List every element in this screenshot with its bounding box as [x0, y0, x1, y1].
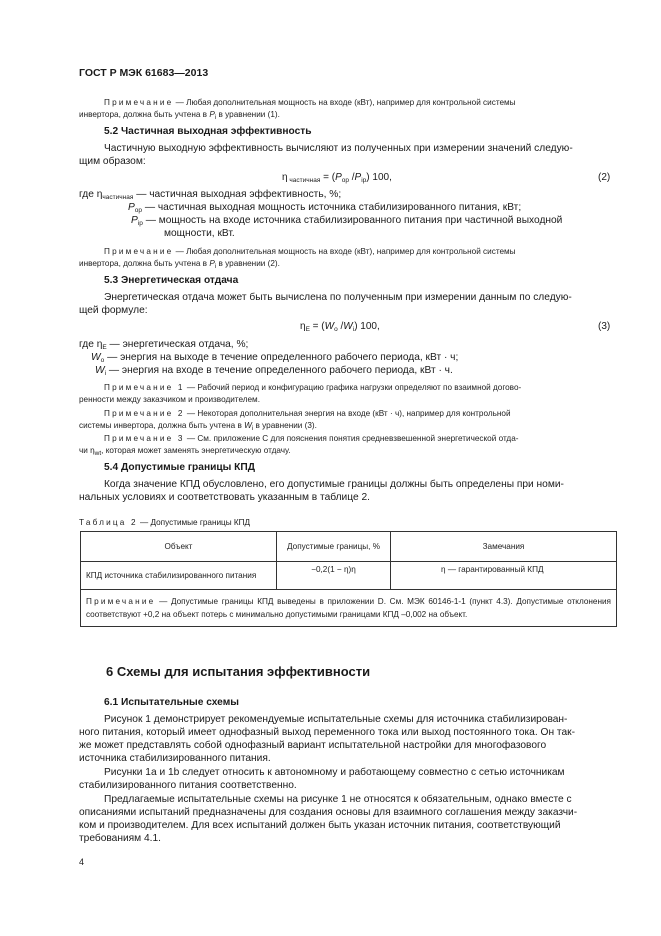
section-6-title: 6 Схемы для испытания эффективности — [106, 664, 371, 679]
section-5-3-title: 5.3 Энергетическая отдача — [104, 275, 239, 286]
s53-note3-line1: Примечание 3 — См. приложение С для пояснения понятия средневзвешенной энергетической отда- — [104, 434, 519, 443]
table-note: Примечание — Допустимые границы КПД выведены в приложении D. См. МЭК 60146-1-1 (пункт 4.3). Допустимые отклонения соответствуют +0,2 на объект потерь с минимально допустимыми границами КПД –0,002 на объект. — [81, 590, 617, 627]
table-cell: КПД источника стабилизированного питания — [81, 562, 277, 590]
table-header-row — [81, 532, 617, 562]
s52-note-line1: Примечание — Любая дополнительная мощность на входе (кВт), например для контрольной системы — [104, 247, 516, 256]
s52-para-line2: щим образом: — [79, 156, 146, 167]
equation-2-number: (2) — [598, 172, 611, 183]
table-cell: −0,2(1 − η)η — [277, 562, 391, 590]
s52-def1: где $\eta_{частичная}$ — частичная выходная эффективность, %; — [79, 189, 342, 201]
section-5-2-title: 5.2 Частичная выходная эффективность — [104, 126, 312, 137]
s52-note-line2: инвертора, должна быть учтена в $P_i$ в уравнении (2). — [79, 259, 280, 270]
s54-para-line2: нальных условиях и соответствовать указанным в таблице 2. — [79, 492, 370, 503]
table-note-row — [81, 590, 617, 627]
s53-def1: где $\eta_E$ — энергетическая отдача, %; — [79, 339, 249, 351]
s61-p3-line3: ком и производителем. Для всех испытаний должен быть указан источник питания, соответствующий — [79, 820, 561, 831]
table-2-caption: Таблица 2 — Допустимые границы КПД — [79, 518, 251, 527]
s61-p3-line2: описаниями испытаний предназначены для создания основы для взаимного соглашения между заказчи- — [79, 807, 578, 818]
s52-para-line1: Частичную выходную эффективность вычисляют из полученных при измерении значений следую- — [104, 143, 573, 154]
s52-def2: $P_{ор}$ — частичная выходная мощность источника стабилизированного питания, кВт; — [128, 202, 522, 214]
s61-p3-line1: Предлагаемые испытательные схемы на рисунке 1 не относятся к обязательным, однако вместе с — [104, 794, 572, 805]
table-header-cell: Допустимые границы, % — [277, 532, 391, 562]
equation-3-number: (3) — [598, 321, 611, 332]
s61-p1-line3: же может представлять собой однофазный вариант испытательной настройки для многофазового — [79, 740, 547, 751]
s53-note1-line1: Примечание 1 — Рабочий период и конфигурацию графика нагрузки определяют по взаимной догово- — [104, 383, 522, 392]
s61-p1-line1: Рисунок 1 демонстрирует рекомендуемые испытательные схемы для источника стабилизирован- — [104, 714, 568, 725]
table-cell: η — гарантированный КПД — [391, 562, 617, 590]
table-row — [81, 562, 617, 590]
s53-def3: $W_i$ — энергия на входе в течение определенного рабочего периода, кВт · ч. — [95, 365, 453, 377]
note-top-line2: инвертора, должна быть учтена в $P_i$ в уравнении (1). — [79, 110, 280, 121]
s53-para-line1: Энергетическая отдача может быть вычислена по полученным при измерении данным по следую- — [104, 292, 572, 303]
section-5-4-title: 5.4 Допустимые границы КПД — [104, 462, 255, 473]
page-header: ГОСТ Р МЭК 61683—2013 — [79, 67, 209, 79]
page-number: 4 — [79, 857, 85, 867]
s53-note2-line2: системы инвертора, должна быть учтена в $W_i$ в уравнении (3). — [79, 421, 317, 432]
s61-p2-line1: Рисунки 1а и 1b следует относить к автономному и работающему совместно с сетью источникам — [104, 767, 565, 778]
s61-p2-line2: стабилизированного питания соответственно. — [79, 780, 297, 791]
table-header-cell: Объект — [81, 532, 277, 562]
s61-p1-line4: источника стабилизированного питания. — [79, 753, 271, 764]
s61-p3-line4: требованиям 4.1. — [79, 833, 162, 844]
s52-def3-cont: мощности, кВт. — [164, 228, 235, 239]
s53-para-line2: щей формуле: — [79, 305, 148, 316]
equation-2: η $_{частичная} = (P_{ор}$ $/P_{iр}$) 100, — [282, 172, 392, 184]
s53-note3-line2: чи $\eta_{wt}$, которая может заменять энергетическую отдачу. — [79, 446, 291, 457]
note-top-line1: Примечание — Любая дополнительная мощность на входе (кВт), например для контрольной системы — [104, 98, 516, 107]
s61-p1-line2: ного питания, который имеет однофазный выход переменного тока или выход постоянного тока. Он так- — [79, 727, 575, 738]
s54-para-line1: Когда значение КПД обусловлено, его допустимые границы должны быть определены при номи- — [104, 479, 564, 490]
table-header-cell: Замечания — [391, 532, 617, 562]
section-6-1-title: 6.1 Испытательные схемы — [104, 697, 239, 708]
s52-def3: $P_{iр}$ — мощность на входе источника стабилизированного питания при частичной выходной — [131, 215, 563, 227]
table-2 — [80, 531, 617, 627]
s53-note2-line1: Примечание 2 — Некоторая дополнительная энергия на входе (кВт · ч), например для контрольной — [104, 409, 511, 418]
s53-def2: $W_o$ — энергия на выходе в течение определенного рабочего периода, кВт · ч; — [91, 352, 459, 364]
equation-3: $\eta_E = (W_o$ $/W_i$) 100, — [300, 321, 380, 333]
s53-note1-line2: ренности между заказчиком и производителем. — [79, 395, 260, 404]
